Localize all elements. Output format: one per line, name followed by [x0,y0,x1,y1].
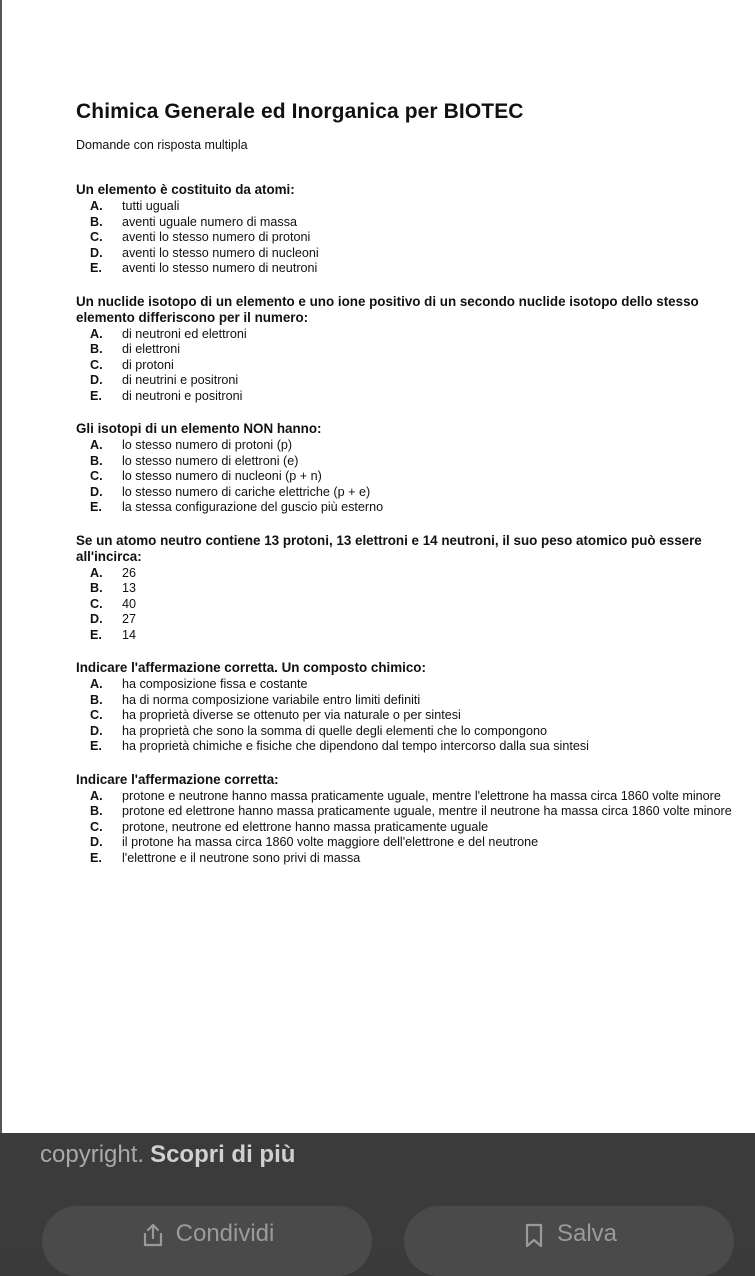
option [90,358,736,374]
option [90,566,736,582]
option-letter: A. [90,565,103,580]
option-text: ha composizione fissa e costante [122,677,308,691]
option-letter: B. [90,342,103,356]
option [90,373,736,389]
option [90,612,736,628]
option [90,438,736,454]
option-letter: C. [90,230,103,244]
option [90,469,736,485]
option-text: 26 [122,565,137,580]
question-text: Se un atomo neutro contiene 13 protoni, 13 elettroni e 14 neutroni, il suo peso atomico può essere all'incirca: [76,532,702,564]
share-icon [140,1222,166,1248]
option-text: lo stesso numero di cariche elettriche (p + e) [122,484,371,499]
option-text: 27 [122,612,137,626]
document-subtitle: Domande con risposta multipla [76,138,248,152]
option [90,327,736,343]
option-text: aventi uguale numero di massa [122,214,298,229]
option-letter: D. [90,612,103,626]
option [90,485,736,501]
option-text: di neutrini e positroni [122,373,239,387]
option-text: lo stesso numero di elettroni (e) [122,453,299,468]
option-text: protone ed elettrone hanno massa praticamente uguale, mentre il neutrone ha massa circa 1860 volte minore [122,804,732,818]
option [90,693,736,709]
options-list [76,438,736,516]
option-text: 14 [122,627,137,642]
document-content [76,100,736,883]
option [90,820,736,836]
question-text: Un elemento è costituito da atomi: [76,182,295,197]
option-letter: B. [90,692,103,707]
option [90,454,736,470]
option-text: tutti uguali [122,199,180,213]
options-list [76,677,736,755]
option-text: di elettroni [122,342,181,356]
question-text: Indicare l'affermazione corretta: [76,771,279,787]
option-letter: E. [90,850,102,865]
option-text: lo stesso numero di protoni (p) [122,438,293,452]
option-text: aventi lo stesso numero di nucleoni [122,245,319,260]
option-letter: B. [90,214,103,229]
option [90,597,736,613]
share-button[interactable] [42,1206,372,1276]
option-text: la stessa configurazione del guscio più esterno [122,500,384,514]
option-letter: D. [90,373,103,387]
question-text: Un nuclide isotopo di un elemento e uno ione positivo di un secondo nuclide isotopo dello stesso elemento differiscono per il numero: [76,293,699,325]
option [90,261,736,277]
question-3 [76,421,736,516]
option-letter: C. [90,357,103,372]
option-letter: E. [90,500,102,514]
option [90,500,736,516]
option-letter: B. [90,804,103,818]
option-letter: A. [90,788,103,803]
option [90,199,736,215]
option-text: ha proprietà che sono la somma di quelle degli elementi che lo compongono [122,723,547,738]
option-letter: E. [90,739,102,753]
options-list [76,789,736,867]
option [90,739,736,755]
option [90,230,736,246]
question-4 [76,533,736,644]
question-text: Indicare l'affermazione corretta. Un composto chimico: [76,660,426,675]
option-letter: A. [90,199,103,213]
option [90,389,736,405]
option [90,804,736,820]
option-text: aventi lo stesso numero di neutroni [122,261,318,275]
option-letter: C. [90,469,103,483]
option-letter: D. [90,723,103,738]
option-text: l'elettrone e il neutrone sono privi di massa [122,850,361,865]
option-text: aventi lo stesso numero di protoni [122,230,311,244]
option-letter: E. [90,261,102,275]
option [90,246,736,262]
option [90,677,736,693]
option [90,789,736,805]
option-letter: B. [90,581,103,595]
option-letter: A. [90,438,103,452]
save-label: Salva [556,1220,618,1247]
option-text: 40 [122,596,137,611]
option-text: di protoni [122,357,174,372]
option-text: lo stesso numero di nucleoni (p + n) [122,469,322,483]
option-letter: B. [90,453,103,468]
option-text: di neutroni e positroni [122,388,243,403]
option-letter: A. [90,677,103,691]
option-text: protone, neutrone ed elettrone hanno massa praticamente uguale [122,819,489,834]
option-text: protone e neutrone hanno massa praticamente uguale, mentre l'elettrone ha massa circa 1860 volte minore [122,788,721,803]
options-list [76,199,736,277]
option [90,708,736,724]
question-text: Gli isotopi di un elemento NON hanno: [76,421,322,436]
option-letter: C. [90,819,103,834]
bookmark-icon [521,1222,547,1248]
option-letter: E. [90,388,102,403]
option-letter: D. [90,484,103,499]
option-letter: D. [90,835,103,849]
share-label: Condividi [175,1220,275,1247]
question-5 [76,660,736,755]
option-text: ha proprietà diverse se ottenuto per via naturale o per sintesi [122,708,461,722]
option [90,581,736,597]
option-text: il protone ha massa circa 1860 volte maggiore dell'elettrone e del neutrone [122,835,539,849]
save-button[interactable] [404,1206,734,1276]
option [90,628,736,644]
option-text: di neutroni ed elettroni [122,326,247,341]
option-letter: E. [90,627,102,642]
options-list [76,327,736,405]
question-1 [76,182,736,277]
copyright-text: copyright. [40,1141,145,1168]
options-list [76,566,736,644]
option [90,724,736,740]
document-title: Chimica Generale ed Inorganica per BIOTEC [76,100,524,123]
option [90,215,736,231]
option-letter: A. [90,326,103,341]
option-letter: D. [90,245,103,260]
learn-more-link[interactable]: Scopri di più [150,1141,296,1168]
option-text: 13 [122,581,137,595]
option [90,851,736,867]
copyright-notice [40,1141,295,1169]
option-letter: C. [90,596,103,611]
option [90,835,736,851]
option-text: ha proprietà chimiche e fisiche che dipendono dal tempo intercorso dalla sua sintesi [122,739,589,753]
option-letter: C. [90,708,103,722]
option [90,342,736,358]
option-text: ha di norma composizione variabile entro limiti definiti [122,692,421,707]
question-6 [76,772,736,867]
bottom-overlay [0,1133,755,1252]
question-2 [76,294,736,405]
